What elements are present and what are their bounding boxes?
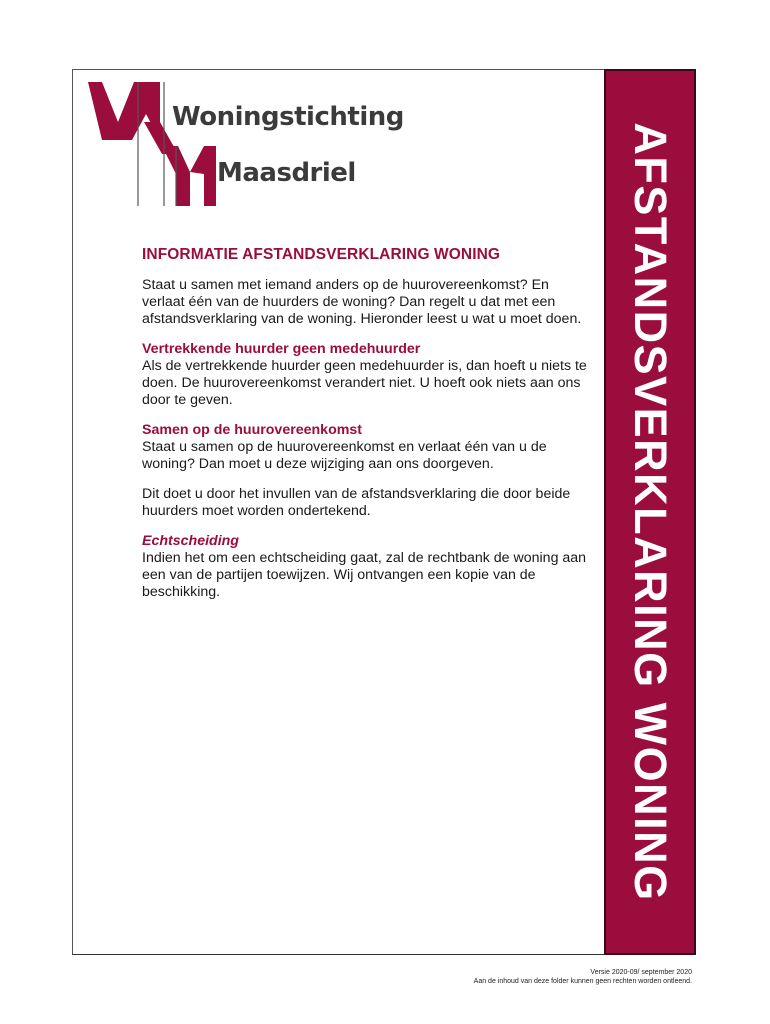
section-heading: Vertrekkende huurder geen medehuurder	[142, 341, 421, 357]
intro-text: Staat u samen met iemand anders op de huurovereenkomst? En verlaat één van de huurders de woning? Dan regelt u dat met een afstandsverklaring van de woning. Hieronder leest u wat u moet doen.	[142, 277, 582, 327]
page-title: INFORMATIE AFSTANDSVERKLARING WONING	[142, 246, 501, 263]
section-2	[142, 422, 590, 473]
section-2-extra	[142, 486, 590, 520]
section-body: Indien het om een echtscheiding gaat, zal de rechtbank de woning aan een van de partijen toewijzen. Wij ontvangen een kopie van de beschikking.	[142, 550, 587, 600]
sidebar-banner	[604, 69, 696, 955]
footer	[474, 968, 692, 986]
section-3	[142, 533, 590, 601]
brand-line2: Maasdriel	[217, 158, 356, 188]
section-1	[142, 341, 590, 409]
intro-block	[142, 277, 590, 328]
brand-line1: Woningstichting	[172, 102, 404, 132]
disclaimer-text: Aan de inhoud van deze folder kunnen geen rechten worden ontleend.	[473, 978, 692, 985]
logo	[88, 82, 404, 210]
section-body: Staat u samen op de huurovereenkomst en verlaat één van u de woning? Dan moet u deze wijziging aan ons doorgeven.	[142, 439, 547, 472]
vertical-title: AFSTANDSVERKLARING WONING	[625, 122, 676, 902]
section-extra-text: Dit doet u door het invullen van de afstandsverklaring die door beide huurders moet worden ondertekend.	[142, 486, 571, 519]
version-text: Versie 2020-09/ september 2020	[590, 969, 692, 976]
section-heading: Echtscheiding	[142, 533, 239, 549]
section-heading: Samen op de huurovereenkomst	[142, 422, 362, 438]
main-content	[142, 246, 590, 614]
section-body: Als de vertrekkende huurder geen medehuurder is, dan hoeft u niets te doen. De huurovereenkomst verandert niet. U hoeft ook niets aan ons door te geven.	[142, 358, 587, 408]
